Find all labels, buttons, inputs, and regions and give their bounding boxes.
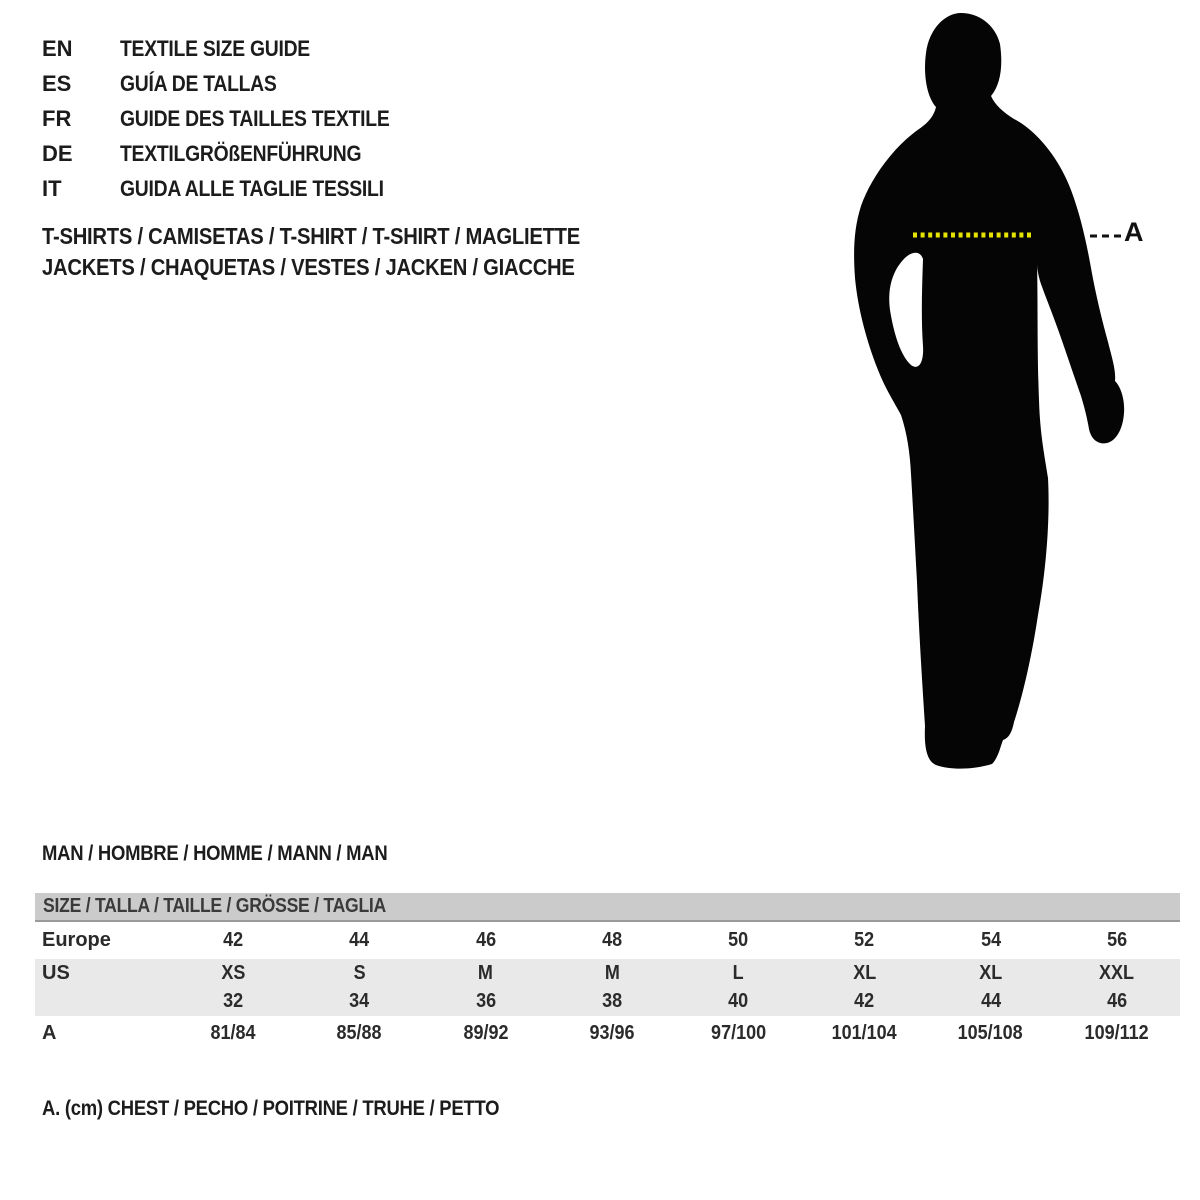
table-cell-value: 52 <box>854 929 875 951</box>
category-line-tshirts: T-SHIRTS / CAMISETAS / T-SHIRT / T-SHIRT / MAGLIETTE <box>42 223 581 249</box>
table-cell-value: XXL <box>1099 962 1135 984</box>
language-code: IT <box>42 175 62 201</box>
language-title-list <box>42 31 426 206</box>
row-label: Europe <box>42 929 111 951</box>
table-cell-value: 40 <box>728 990 749 1012</box>
table-cell-value: 56 <box>1106 929 1127 951</box>
table-cell-value: 46 <box>1106 990 1127 1012</box>
table-cell-value: 34 <box>349 990 370 1012</box>
man-silhouette-figure <box>840 10 1150 776</box>
table-cell <box>675 959 801 987</box>
table-cell-value: XL <box>979 962 1003 984</box>
table-cell <box>1054 987 1180 1016</box>
category-titles <box>42 221 653 283</box>
table-cell-value: 97/100 <box>710 1022 766 1044</box>
size-table-header-text: SIZE / TALLA / TAILLE / GRÖSSE / TAGLIA <box>43 895 387 917</box>
table-cell-value: XL <box>852 962 876 984</box>
table-cell-value: 54 <box>980 929 1001 951</box>
size-table-rows <box>35 922 1180 1050</box>
measurement-footnote-text: A. (cm) CHEST / PECHO / POITRINE / TRUHE / PETTO <box>42 1097 500 1120</box>
table-cell <box>1054 1016 1180 1050</box>
table-cell-value: 36 <box>475 990 496 1012</box>
table-cell <box>928 922 1054 959</box>
table-cell <box>296 1016 422 1050</box>
table-cell-value: 48 <box>601 929 622 951</box>
table-cell <box>801 959 927 987</box>
table-cell <box>423 959 549 987</box>
table-row <box>35 922 1180 959</box>
table-cell <box>170 987 296 1016</box>
language-title: GUIDA ALLE TAGLIE TESSILI <box>120 175 384 201</box>
table-cell-value: XS <box>221 962 246 984</box>
table-cell-value: L <box>732 962 744 984</box>
table-cell <box>801 922 927 959</box>
table-cell <box>549 987 675 1016</box>
table-cell-value: 93/96 <box>589 1022 635 1044</box>
language-title: GUÍA DE TALLAS <box>120 70 277 96</box>
table-cell <box>675 1016 801 1050</box>
table-cell <box>801 987 927 1016</box>
language-title: TEXTILGRÖßENFÜHRUNG <box>120 140 362 166</box>
language-row-fr <box>42 101 426 136</box>
table-cell <box>296 922 422 959</box>
table-cell-value: 105/108 <box>958 1022 1024 1044</box>
table-cell-value: 85/88 <box>336 1022 382 1044</box>
table-cell-value: M <box>604 962 620 984</box>
table-cell <box>549 922 675 959</box>
category-line-jackets: JACKETS / CHAQUETAS / VESTES / JACKEN / GIACCHE <box>42 254 575 280</box>
table-cell-value: 50 <box>728 929 749 951</box>
table-cell <box>296 987 422 1016</box>
row-label <box>35 987 170 1016</box>
man-silhouette <box>854 13 1124 769</box>
table-cell <box>1054 922 1180 959</box>
table-cell <box>801 1016 927 1050</box>
table-cell <box>928 959 1054 987</box>
table-cell-value: M <box>478 962 494 984</box>
table-cell <box>170 1016 296 1050</box>
table-cell <box>296 959 422 987</box>
language-title: GUIDE DES TAILLES TEXTILE <box>120 105 390 131</box>
table-cell-value: 38 <box>601 990 622 1012</box>
table-cell-value: 101/104 <box>831 1022 897 1044</box>
table-cell-value: 46 <box>475 929 496 951</box>
table-cell <box>423 922 549 959</box>
row-label: A <box>42 1022 57 1044</box>
table-cell <box>170 959 296 987</box>
table-cell-value: 44 <box>980 990 1001 1012</box>
language-row-de <box>42 136 426 171</box>
language-code: EN <box>42 35 73 61</box>
row-label: US <box>42 962 70 984</box>
table-cell <box>928 1016 1054 1050</box>
language-code: FR <box>42 105 72 131</box>
table-cell-value: 42 <box>854 990 875 1012</box>
table-cell-value: S <box>353 962 366 984</box>
table-row <box>35 987 1180 1016</box>
size-table-header <box>35 893 1180 922</box>
table-cell-value: 44 <box>349 929 370 951</box>
language-row-en <box>42 31 426 66</box>
measurement-footnote <box>42 1097 562 1121</box>
language-code: ES <box>42 70 72 96</box>
table-cell <box>928 987 1054 1016</box>
section-title-man <box>42 842 435 866</box>
size-table <box>35 893 1180 1050</box>
table-row <box>35 1016 1180 1050</box>
table-row <box>35 959 1180 987</box>
table-cell-value: 81/84 <box>210 1022 256 1044</box>
table-cell <box>170 922 296 959</box>
language-row-it <box>42 171 426 206</box>
language-title: TEXTILE SIZE GUIDE <box>120 35 310 61</box>
language-row-es <box>42 66 426 101</box>
table-cell-value: 42 <box>223 929 244 951</box>
section-title-text: MAN / HOMBRE / HOMME / MANN / MAN <box>42 842 388 865</box>
table-cell-value: 109/112 <box>1084 1022 1149 1044</box>
table-cell <box>675 922 801 959</box>
table-cell <box>423 1016 549 1050</box>
table-cell-value: 89/92 <box>463 1022 509 1044</box>
table-cell <box>549 959 675 987</box>
measure-label-a: A <box>1124 217 1144 247</box>
table-cell <box>675 987 801 1016</box>
language-code: DE <box>42 140 73 166</box>
table-cell <box>423 987 549 1016</box>
table-cell <box>1054 959 1180 987</box>
table-cell <box>549 1016 675 1050</box>
table-cell-value: 32 <box>223 990 244 1012</box>
